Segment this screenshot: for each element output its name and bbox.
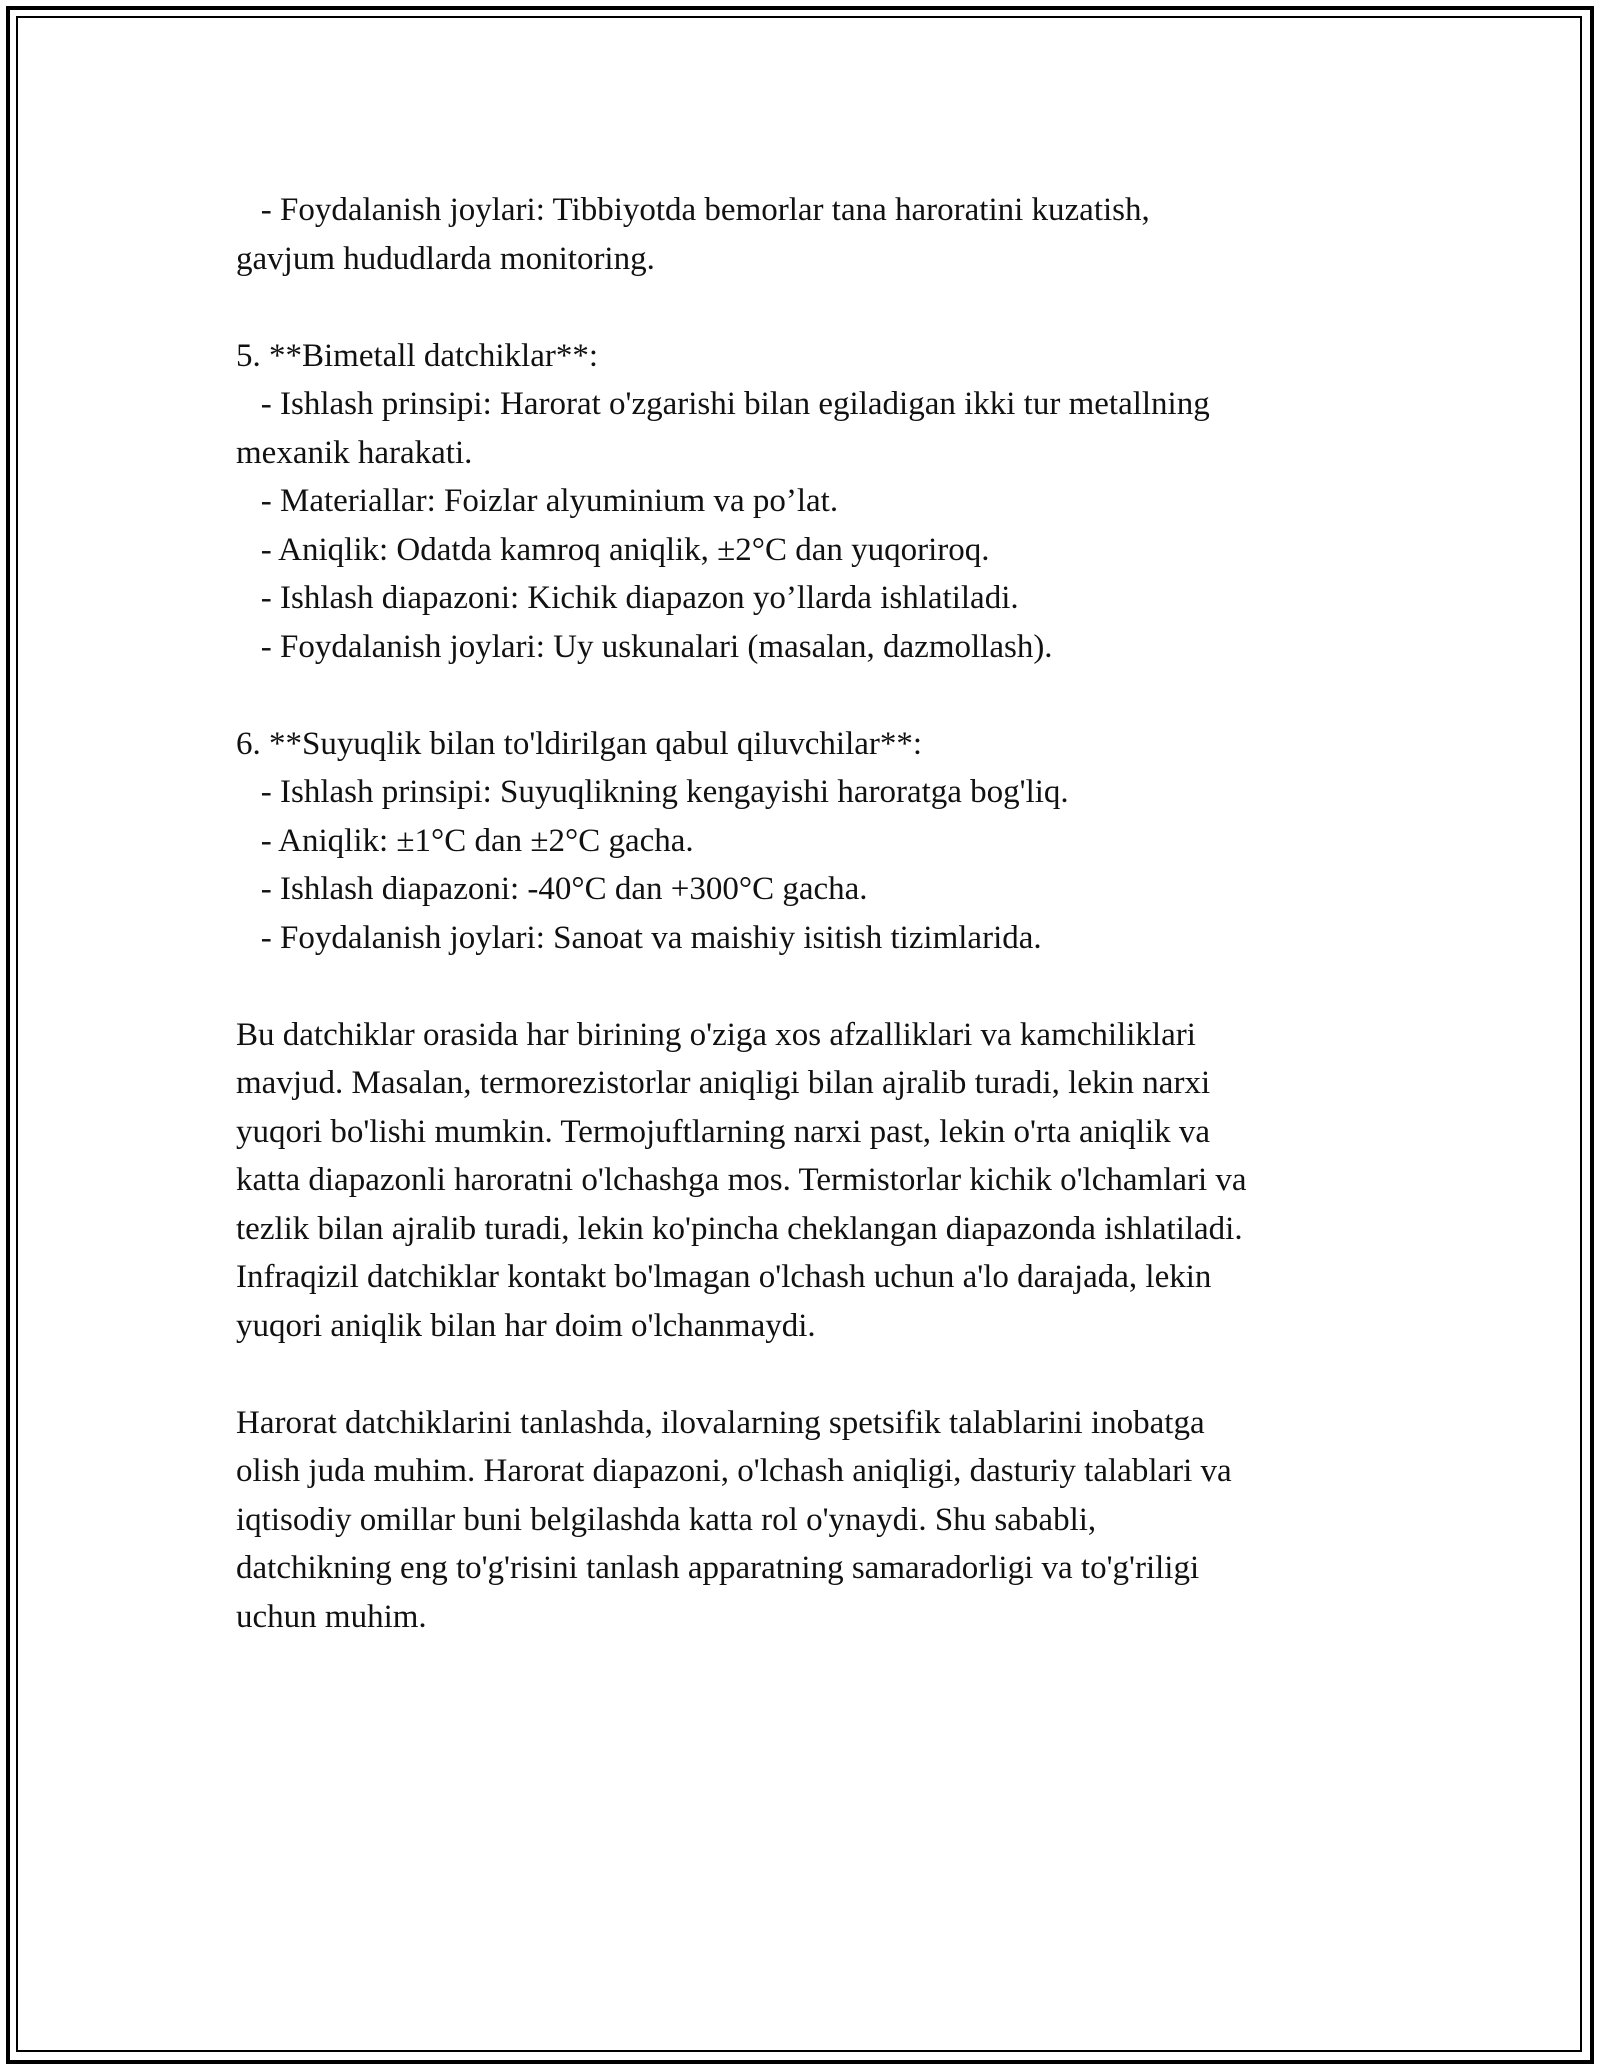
- list-item: - Materiallar: Foizlar alyuminium va po’lat.: [236, 483, 839, 519]
- list-item: - Ishlash diapazoni: Kichik diapazon yo’llarda ishlatiladi.: [236, 580, 1019, 616]
- text-line: datchikning eng to'g'risini tanlash apparatning samaradorligi va to'g'riligi: [236, 1550, 1200, 1586]
- text-line: tezlik bilan ajralib turadi, lekin ko'pincha cheklangan diapazonda ishlatiladi.: [236, 1210, 1243, 1247]
- paragraph-comparison: [236, 1011, 1366, 1351]
- paragraph-gap: [236, 1350, 1366, 1399]
- paragraph-gap: [236, 671, 1366, 720]
- section-heading: 6. **Suyuqlik bilan to'ldirilgan qabul qiluvchilar**:: [236, 725, 923, 762]
- section-bimetall-datchiklar: [236, 332, 1366, 672]
- list-item: - Aniqlik: ±1°C dan ±2°C gacha.: [236, 822, 694, 859]
- text-line: yuqori bo'lishi mumkin. Termojuftlarning narxi past, lekin o'rta aniqlik va: [236, 1113, 1211, 1150]
- text-line: uchun muhim.: [236, 1598, 427, 1635]
- section-heading: 5. **Bimetall datchiklar**:: [236, 337, 599, 374]
- list-item: - Ishlash prinsipi: Suyuqlikning kengayishi haroratga bog'liq.: [236, 774, 1069, 810]
- text-line: katta diapazonli haroratni o'lchashga mos. Termistorlar kichik o'lchamlari va: [236, 1162, 1247, 1198]
- list-item: - Ishlash diapazoni: -40°C dan +300°C gacha.: [236, 871, 868, 907]
- section-suyuqlik-qabul-qiluvchilar: [236, 720, 1366, 963]
- list-item-continued: mexanik harakati.: [236, 434, 473, 471]
- text-line: olish juda muhim. Harorat diapazoni, o'lchash aniqligi, dasturiy talablari va: [236, 1453, 1232, 1489]
- paragraph-gap: [236, 962, 1366, 1011]
- paragraph-gap: [236, 283, 1366, 332]
- text-line: mavjud. Masalan, termorezistorlar aniqligi bilan ajralib turadi, lekin narxi: [236, 1065, 1211, 1101]
- list-item: - Foydalanish joylari: Sanoat va maishiy isitish tizimlarida.: [236, 919, 1042, 956]
- text-line: iqtisodiy omillar buni belgilashda katta rol o'ynaydi. Shu sababli,: [236, 1501, 1097, 1538]
- text-line: Harorat datchiklarini tanlashda, ilovalarning spetsifik talablarini inobatga: [236, 1404, 1205, 1441]
- paragraph-foydalanish-continued: [236, 186, 1366, 283]
- list-item: - Aniqlik: Odatda kamroq aniqlik, ±2°C dan yuqoriroq.: [236, 531, 990, 568]
- text-line: - Foydalanish joylari: Tibbiyotda bemorlar tana haroratini kuzatish,: [236, 192, 1150, 228]
- text-line: Bu datchiklar orasida har birining o'ziga xos afzalliklari va kamchiliklari: [236, 1016, 1196, 1053]
- text-line: Infraqizil datchiklar kontakt bo'lmagan o'lchash uchun a'lo darajada, lekin: [236, 1259, 1212, 1295]
- list-item: - Ishlash prinsipi: Harorat o'zgarishi bilan egiladigan ikki tur metallning: [236, 386, 1210, 422]
- document-body: [236, 186, 1366, 1641]
- text-line: yuqori aniqlik bilan har doim o'lchanmaydi.: [236, 1307, 816, 1344]
- list-item: - Foydalanish joylari: Uy uskunalari (masalan, dazmollash).: [236, 628, 1053, 665]
- paragraph-conclusion: [236, 1399, 1366, 1642]
- text-line: gavjum hududlarda monitoring.: [236, 240, 655, 277]
